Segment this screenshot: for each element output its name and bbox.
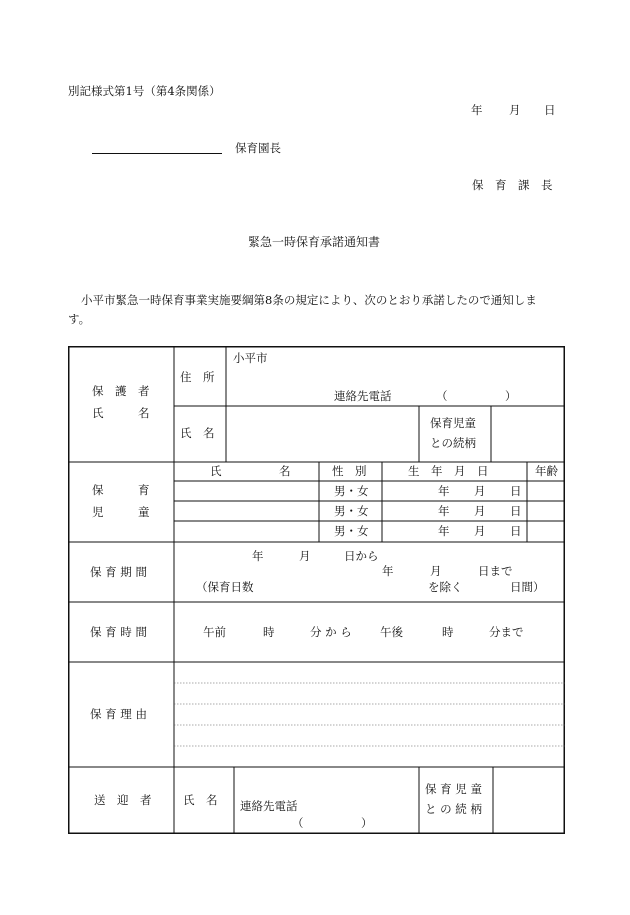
guardian-phone-paren: （ ） <box>436 389 517 403</box>
intro-text-line1: 小平市緊急一時保育事業実施要綱第8条の規定により、次のとおり承諾したので通知しま <box>81 293 537 307</box>
address-value: 小平市 <box>233 351 268 365</box>
child-row-3-sex: 男・女 <box>334 524 369 538</box>
pickup-label: 送 迎 者 <box>94 793 152 807</box>
guardian-relation-label-1: 保育児童 <box>430 416 476 430</box>
sender: 保 育 課 長 <box>472 178 553 192</box>
period-days-unit: 日間） <box>510 580 545 594</box>
period-label: 保 育 期 間 <box>90 565 147 579</box>
date-month: 月 <box>509 103 521 117</box>
guardian-label-1: 保 護 者 <box>92 384 150 398</box>
pickup-name-label: 氏 名 <box>183 793 218 807</box>
pickup-phone-paren: （ ） <box>292 816 373 830</box>
child-row-3-day: 日 <box>510 524 522 538</box>
guardian-relation-label-2: との続柄 <box>430 436 476 450</box>
child-col-birth: 生 年 月 日 <box>408 464 489 478</box>
time-hour-1: 時 <box>263 625 275 639</box>
address-label: 住 所 <box>180 370 215 384</box>
period-days-label: （保育日数 <box>196 580 254 594</box>
document-title: 緊急一時保育承諾通知書 <box>248 235 381 249</box>
child-label-2: 児 童 <box>92 505 150 519</box>
child-row-2-year: 年 <box>438 504 450 518</box>
period-to-day: 日まで <box>478 564 513 578</box>
period-to-month: 月 <box>430 564 442 578</box>
pickup-relation-label-1: 保 育 児 童 <box>425 782 482 796</box>
time-minute-1: 分 か ら <box>310 625 352 639</box>
guardian-phone-label: 連絡先電話 <box>334 389 392 403</box>
child-col-age: 年齢 <box>535 464 558 478</box>
addressee-underline <box>92 153 222 154</box>
time-label: 保 育 時 間 <box>90 625 147 639</box>
form-table <box>68 346 565 834</box>
child-row-3-month: 月 <box>474 524 486 538</box>
guardian-label-2: 氏 名 <box>92 406 150 420</box>
period-from-day: 日から <box>344 549 379 563</box>
child-row-1-month: 月 <box>474 484 486 498</box>
child-row-2-day: 日 <box>510 504 522 518</box>
child-row-3-year: 年 <box>438 524 450 538</box>
form-number: 別記様式第1号（第4条関係） <box>68 84 221 98</box>
child-col-name: 氏 名 <box>210 464 291 478</box>
child-row-1-day: 日 <box>510 484 522 498</box>
child-row-1-sex: 男・女 <box>334 484 369 498</box>
addressee-title: 保育園長 <box>235 141 281 155</box>
intro-text-line2: す。 <box>68 312 91 326</box>
date-year: 年 <box>471 103 483 117</box>
period-exclude-label: を除く <box>428 580 463 594</box>
pickup-phone-label: 連絡先電話 <box>240 799 298 813</box>
child-row-1-year: 年 <box>438 484 450 498</box>
guardian-name-label: 氏 名 <box>180 426 215 440</box>
child-row-2-sex: 男・女 <box>334 504 369 518</box>
period-from-month: 月 <box>299 549 311 563</box>
time-minute-2: 分まで <box>489 625 524 639</box>
date-day: 日 <box>544 103 556 117</box>
period-to-year: 年 <box>382 564 394 578</box>
time-am: 午前 <box>203 625 226 639</box>
time-pm: 午後 <box>380 625 403 639</box>
child-label-1: 保 育 <box>92 483 150 497</box>
child-col-sex: 性 別 <box>332 464 367 478</box>
period-from-year: 年 <box>252 549 264 563</box>
pickup-relation-label-2: と の 続 柄 <box>425 802 482 816</box>
child-row-2-month: 月 <box>474 504 486 518</box>
reason-label: 保 育 理 由 <box>90 707 147 721</box>
time-hour-2: 時 <box>442 625 454 639</box>
